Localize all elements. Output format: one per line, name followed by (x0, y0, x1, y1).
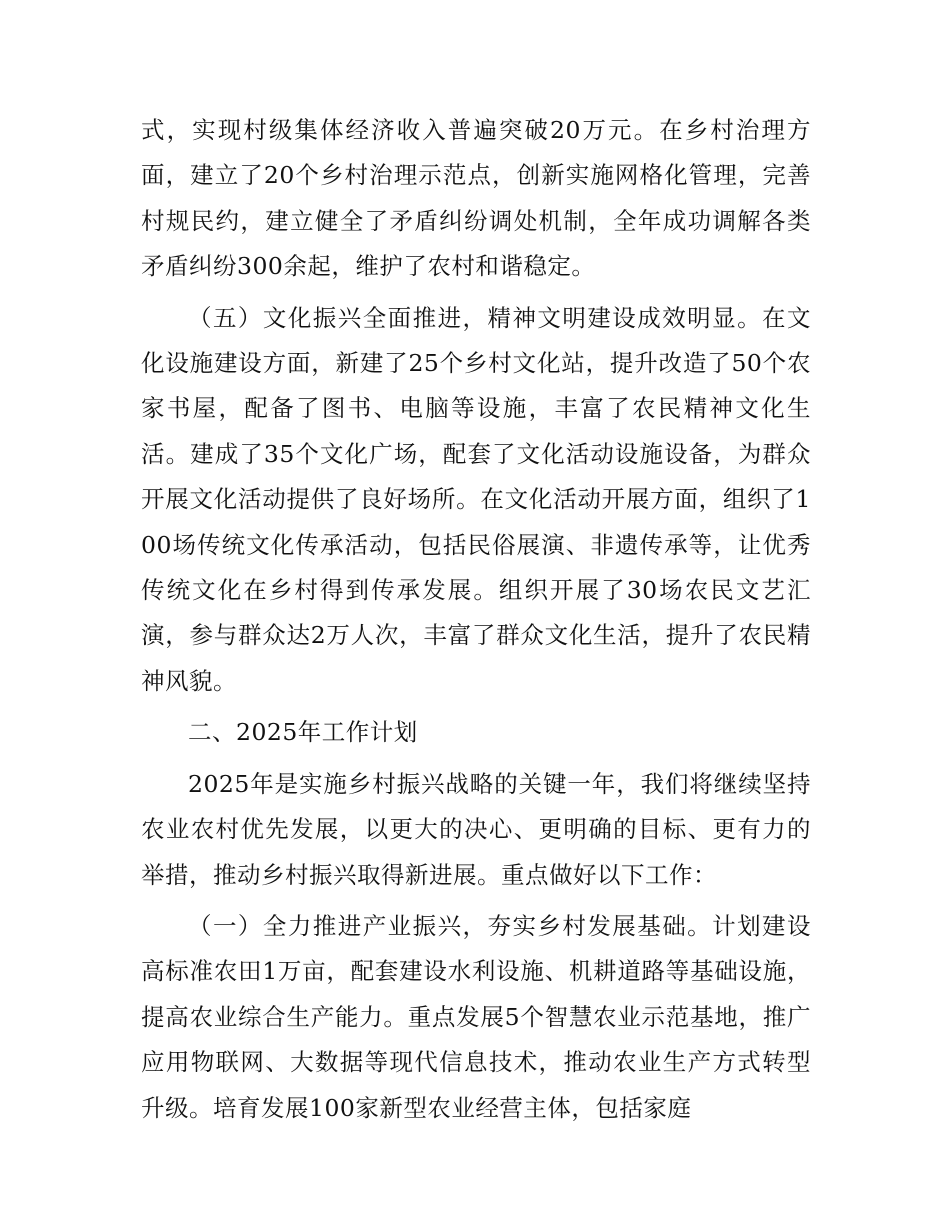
section-heading-2025-plan: 二、2025年工作计划 (188, 718, 418, 747)
paragraph-rural-governance: 式，实现村级集体经济收入普遍突破20万元。在乡村治理方面，建立了20个乡村治理示范点，创新实施网格化管理，完善村规民约，建立健全了矛盾纠纷调处机制，全年成功调解各类矛盾纠纷300余起，维护了农村和谐稳定。 (141, 116, 811, 281)
paragraph-cultural-revitalization: （五）文化振兴全面推进，精神文明建设成效明显。在文化设施建设方面，新建了25个乡村文化站，提升改造了50个农家书屋，配备了图书、电脑等设施，丰富了农民精神文化生活。建成了35个文化广场，配套了文化活动设施设备，为群众开展文化活动提供了良好场所。在文化活动开展方面，组织了100场传统文化传承活动，包括民俗展演、非遗传承等，让优秀传统文化在乡村得到传承发展。组织开展了30场农民文艺汇演，参与群众达2万人次，丰富了群众文化生活，提升了农民精神风貌。 (141, 303, 811, 695)
document-body (141, 108, 811, 1131)
paragraph-2025-overview: 2025年是实施乡村振兴战略的关键一年，我们将继续坚持农业农村优先发展，以更大的决心、更明确的目标、更有力的举措，推动乡村振兴取得新进展。重点做好以下工作： (141, 769, 811, 889)
paragraph-industry-revitalization: （一）全力推进产业振兴，夯实乡村发展基础。计划建设高标准农田1万亩，配套建设水利设施、机耕道路等基础设施，提高农业综合生产能力。重点发展5个智慧农业示范基地，推广应用物联网、大数据等现代信息技术，推动农业生产方式转型升级。培育发展100家新型农业经营主体，包括家庭 (141, 911, 811, 1122)
